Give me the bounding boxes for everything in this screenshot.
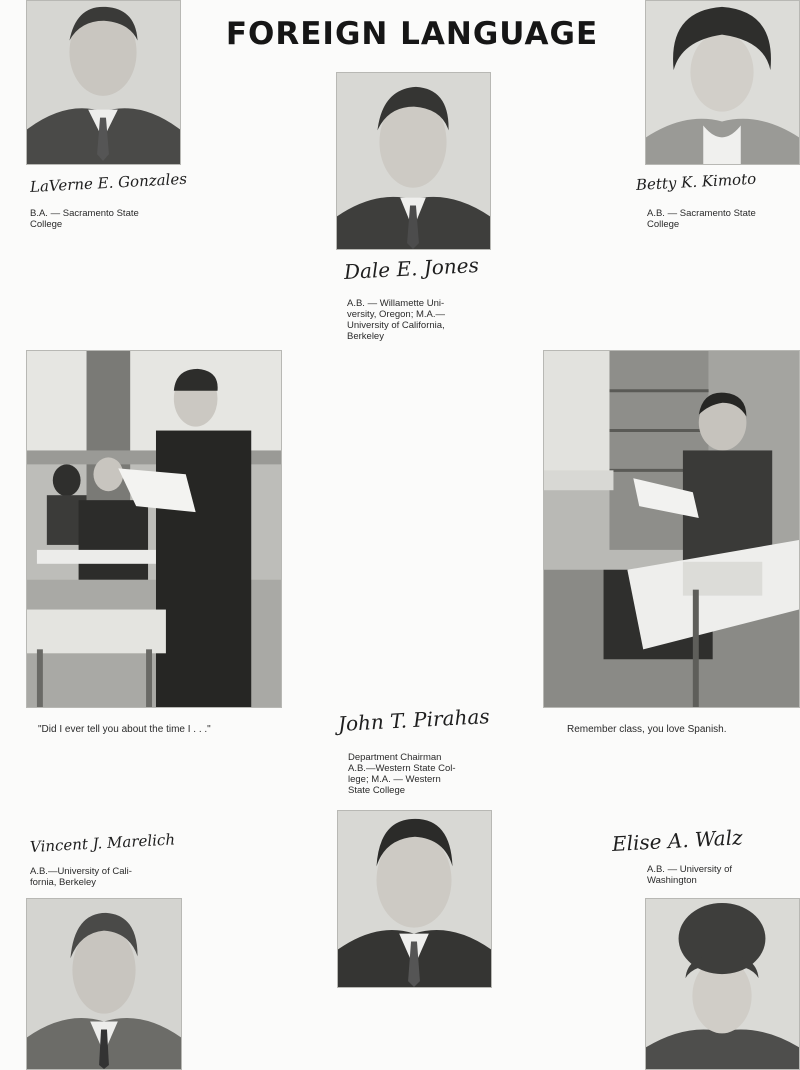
credentials: A.B.—University of Cali- fornia, Berkeley — [30, 866, 132, 888]
photo-caption: Remember class, you love Spanish. — [567, 724, 727, 735]
portrait-photo — [645, 898, 800, 1070]
role-label: Department Chairman — [348, 752, 442, 763]
credentials: A.B. — Willamette Uni- versity, Oregon; M.A.— University of California, Berkeley — [347, 298, 446, 342]
portrait-photo — [26, 0, 181, 165]
credentials: A.B. — University of Washington — [647, 864, 732, 886]
signature: John T. Pirahas — [337, 704, 491, 736]
portrait-photo — [336, 72, 491, 250]
portrait-photo — [645, 0, 800, 165]
photo-caption: "Did I ever tell you about the time I . . ." — [38, 724, 211, 735]
signature: Vincent J. Marelich — [29, 830, 176, 856]
signature: Elise A. Walz — [611, 825, 744, 856]
classroom-photo — [543, 350, 800, 708]
classroom-photo — [26, 350, 282, 708]
portrait-photo — [337, 810, 492, 988]
signature: Betty K. Kimoto — [635, 169, 757, 194]
portrait-photo — [26, 898, 182, 1070]
page-title: FOREIGN LANGUAGE — [225, 16, 599, 52]
credentials: B.A. — Sacramento State College — [30, 208, 139, 230]
credentials: A.B. — Sacramento State College — [647, 208, 756, 230]
credentials: Department Chairman A.B.—Western State Col- lege; M.A. — Western State College — [348, 752, 476, 796]
signature: LaVerne E. Gonzales — [29, 169, 188, 196]
signature: Dale E. Jones — [343, 252, 480, 284]
